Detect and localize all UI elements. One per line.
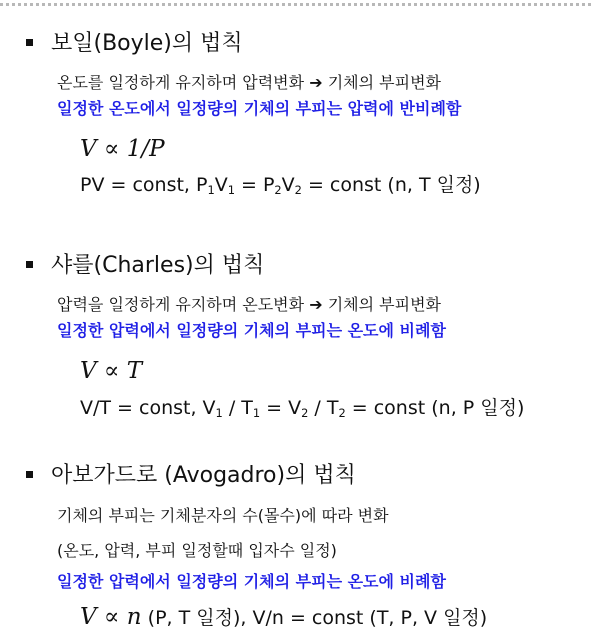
avogadro-emphasis: 일정한 압력에서 일정량의 기체의 부피는 온도에 비례함 — [57, 572, 446, 591]
boyle-law-title: 보일(Boyle)의 법칙 — [51, 31, 243, 56]
charles-desc-pre: 압력을 일정하게 유지하며 온도변화 — [57, 295, 305, 314]
square-bullet-icon — [26, 261, 33, 268]
avogadro-description: 기체의 부피는 기체분자의 수(몰수)에 따라 변화 — [57, 506, 389, 525]
avogadro-equation — [80, 603, 487, 630]
eq-text: = const (n, T 일정) — [301, 174, 481, 196]
charles-desc-post: 기체의 부피변화 — [327, 295, 441, 314]
eq-sub: 1 — [252, 405, 261, 420]
eq-text: V — [281, 174, 295, 196]
eq-sub: 1 — [227, 182, 235, 197]
square-bullet-icon — [26, 471, 33, 478]
eq-text: / T — [308, 397, 339, 419]
eq-sub: 2 — [274, 182, 282, 197]
eq-text: = P — [234, 174, 275, 196]
eq-sub: 1 — [215, 405, 223, 420]
eq-sub: 1 — [207, 182, 215, 197]
charles-description — [57, 292, 441, 315]
eq-text: / T — [222, 397, 253, 419]
boyle-desc-post: 기체의 부피변화 — [327, 73, 441, 92]
square-bullet-icon — [26, 39, 33, 46]
eq-text: V/T = const, V — [80, 397, 216, 419]
eq-text: V — [214, 174, 228, 196]
eq-text: PV = const, P — [80, 174, 208, 196]
boyle-equation — [80, 170, 481, 197]
charles-law-title: 샤를(Charles)의 법칙 — [51, 253, 265, 278]
boyle-description — [57, 70, 441, 93]
avogadro-law-title: 아보가드로 (Avogadro)의 법칙 — [51, 463, 356, 488]
right-arrow-icon: ➔ — [309, 295, 323, 314]
eq-sub: 2 — [338, 405, 346, 420]
right-arrow-icon: ➔ — [309, 73, 323, 92]
avogadro-eq-tail: (P, T 일정), V/n = const (T, P, V 일정) — [141, 607, 488, 629]
eq-text: = const (n, P 일정) — [345, 397, 525, 419]
avogadro-law-heading — [26, 458, 356, 489]
boyle-law-heading — [26, 26, 243, 57]
charles-equation — [80, 393, 524, 420]
top-dotted-divider — [0, 3, 591, 6]
avogadro-condition: (온도, 압력, 부피 일정할때 입자수 일정) — [57, 541, 337, 560]
boyle-desc-pre: 온도를 일정하게 유지하며 압력변화 — [57, 73, 305, 92]
eq-sub: 2 — [294, 182, 302, 197]
boyle-emphasis: 일정한 온도에서 일정량의 기체의 부피는 압력에 반비례함 — [57, 99, 462, 118]
avogadro-proportion: V ∝ n — [80, 604, 142, 630]
charles-proportion: V ∝ T — [80, 358, 143, 384]
charles-law-heading — [26, 248, 264, 279]
eq-text: = V — [260, 397, 302, 419]
boyle-proportion: V ∝ 1/P — [80, 136, 165, 162]
charles-emphasis: 일정한 압력에서 일정량의 기체의 부피는 온도에 비례함 — [57, 321, 446, 340]
eq-sub: 2 — [301, 405, 309, 420]
